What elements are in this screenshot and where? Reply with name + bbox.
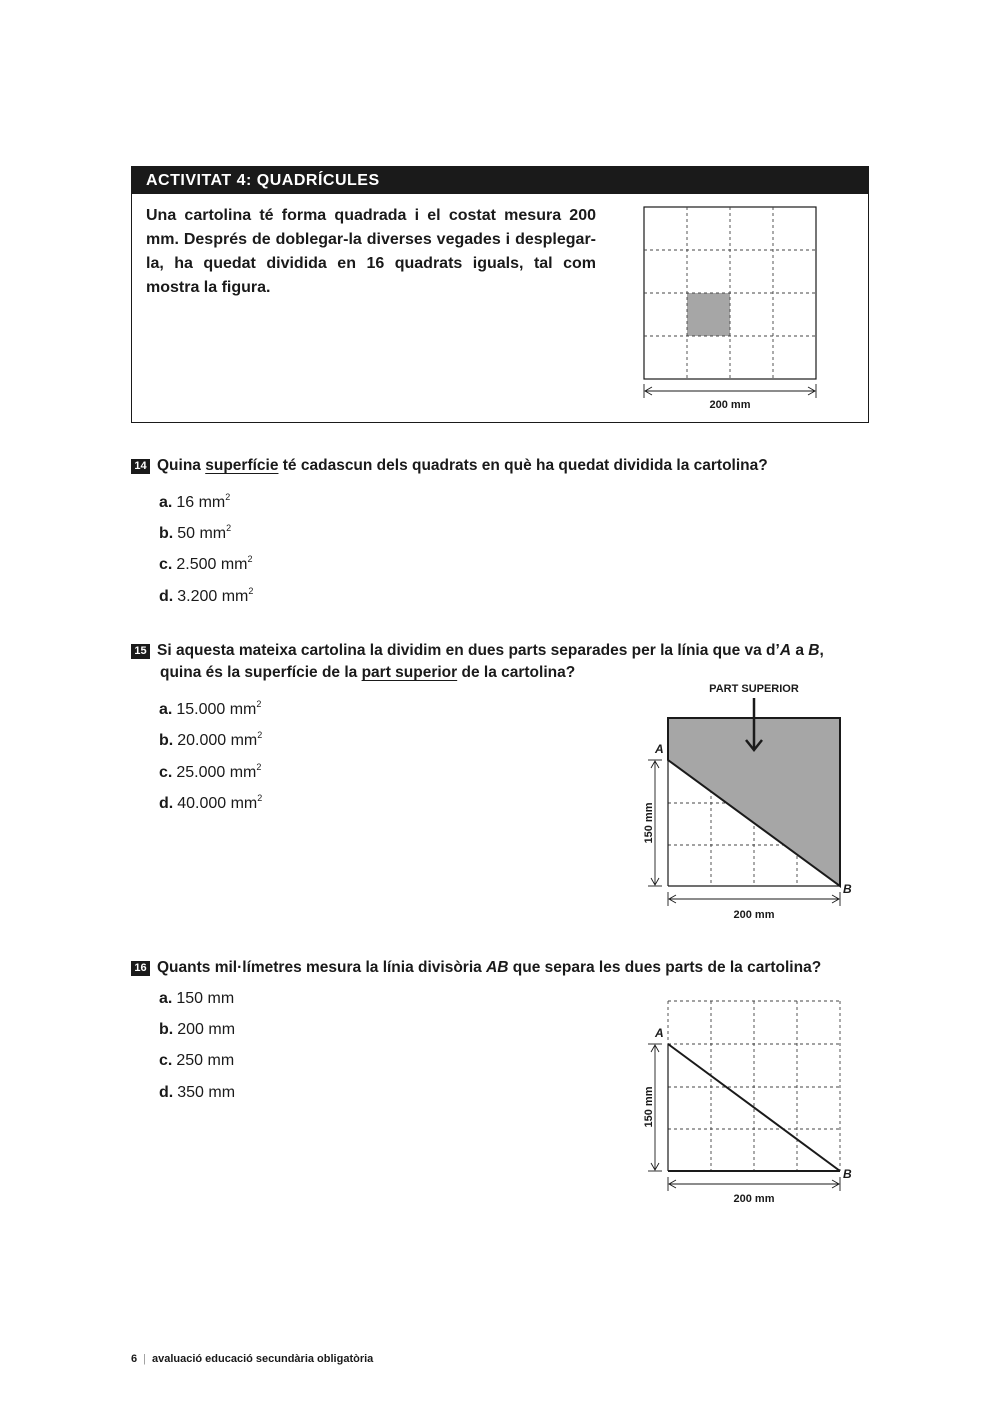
q14-option-a[interactable]: a. 16 $mm^2$: [159, 492, 231, 511]
activity-figure: [640, 205, 822, 417]
activity-title: ACTIVITAT 4: QUADRÍCULES: [132, 167, 868, 194]
point-b-label: B: [843, 1167, 852, 1181]
point-b-label: B: [843, 882, 852, 896]
activity-width-label: 200 mm: [709, 399, 751, 411]
activity-text: Una cartolina té forma quadrada i el costat mesura 200 mm. Després de doblegar-la diverses vegades i desplegar-la, ha quedat dividida en 16 quadrats iguals, tal com mostra la figura.: [146, 207, 596, 296]
page-number: 6: [131, 1353, 138, 1365]
width-label: 200 mm: [733, 909, 775, 921]
q14-option-b[interactable]: b. 50 $mm^2$: [159, 523, 232, 542]
height-label: 150 mm: [643, 802, 655, 844]
q15-figure: [630, 678, 870, 928]
q16-option-d[interactable]: d. 350 mm: [159, 1084, 236, 1101]
question-14: 14 Quina superfície té cadascun dels quadrats en què ha quedat dividida la cartolina?: [131, 455, 768, 477]
question-number: 16: [131, 961, 150, 976]
q15-option-d[interactable]: d. 40.000 $mm^2$: [159, 793, 263, 812]
footer-text: avaluació educació secundària obligatòria: [151, 1353, 374, 1365]
part-superior-label: PART SUPERIOR: [709, 683, 799, 695]
height-label: 150 mm: [643, 1086, 655, 1128]
width-label: 200 mm: [733, 1193, 775, 1205]
q15-option-b[interactable]: b. 20.000 $mm^2$: [159, 730, 263, 749]
q14-option-d[interactable]: d. 3.200 $mm^2$: [159, 586, 254, 605]
question-16: 16 Quants mil·límetres mesura la línia divisòria AB que separa les dues parts de la cartolina?: [131, 957, 821, 979]
point-a-label: A: [655, 1026, 664, 1040]
q15-option-a[interactable]: a. 15.000 $mm^2$: [159, 699, 262, 718]
question-15: 15 Si aquesta mateixa cartolina la dividim en dues parts separades per la línia que va d’A a B, quina és la superfície de la part superior de la cartolina?: [131, 640, 824, 684]
q16-figure: [630, 995, 870, 1210]
shaded-square: [687, 293, 730, 336]
q16-option-c[interactable]: c. 250 mm: [159, 1052, 235, 1069]
q14-option-c[interactable]: c. 2.500 $mm^2$: [159, 554, 253, 573]
question-number: 14: [131, 459, 150, 474]
page-footer: 6 | avaluació educació secundària obligatòria: [131, 1353, 374, 1365]
q16-option-a[interactable]: a. 150 mm: [159, 990, 235, 1007]
point-a-label: A: [655, 742, 664, 756]
question-number: 15: [131, 644, 150, 659]
q15-option-c[interactable]: c. 25.000 $mm^2$: [159, 762, 262, 781]
q16-option-b[interactable]: b. 200 mm: [159, 1021, 236, 1038]
